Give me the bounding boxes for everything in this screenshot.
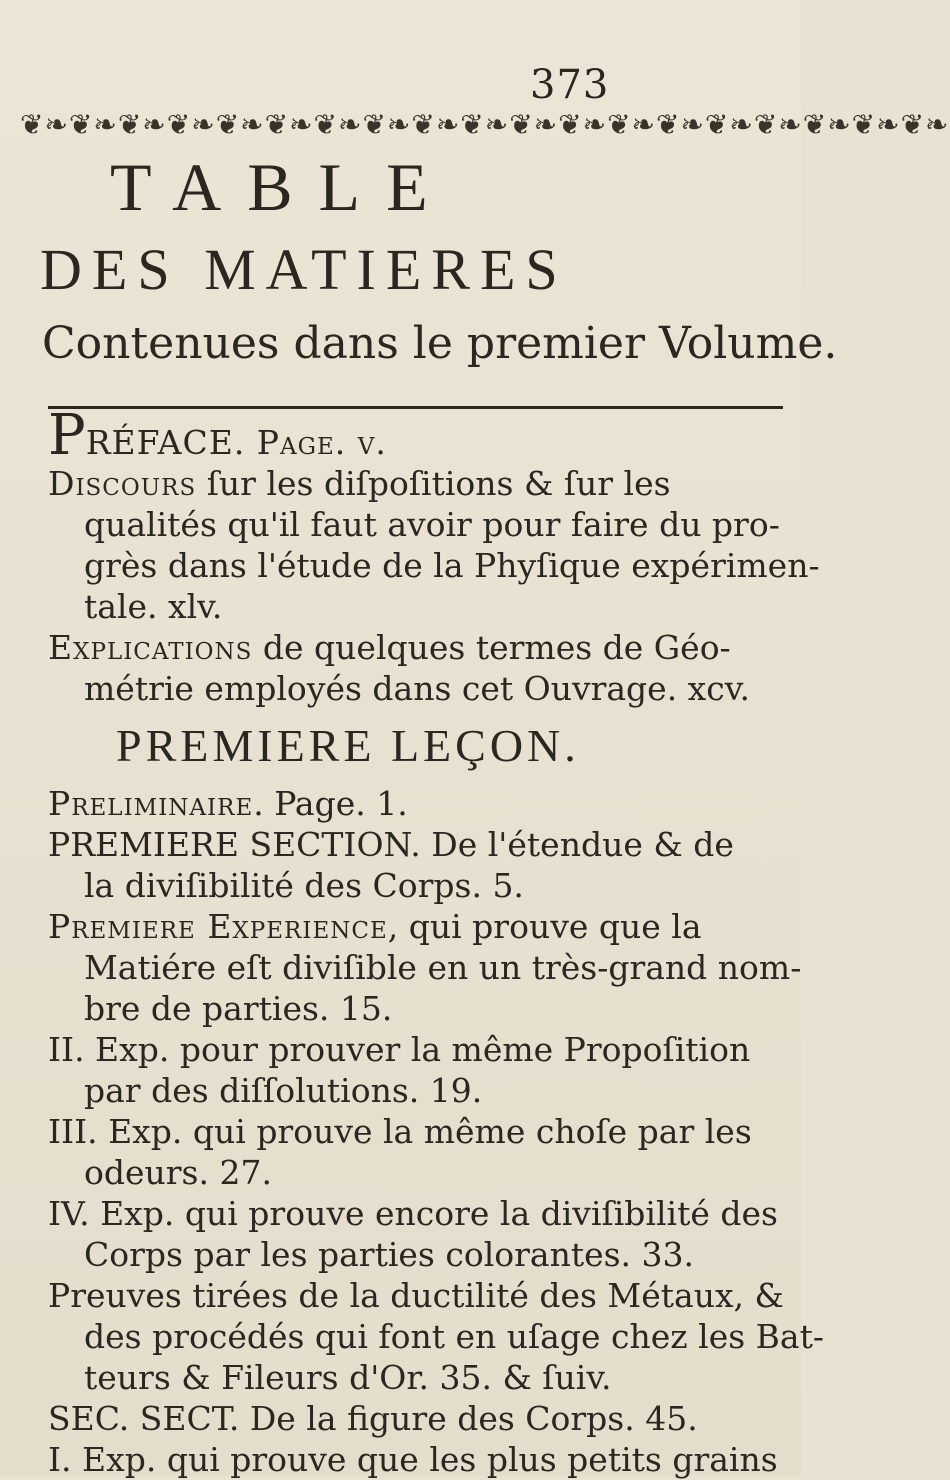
table-title: TABLE [110,149,454,225]
table-subtitle: DES MATIERES [40,237,568,302]
preface-text: RÉFACE. Page. v. [85,423,387,462]
ii-experience-line-2: par des diſſolutions. 19. [84,1071,483,1110]
volume-caption: Contenues dans le premier Volume. [42,318,838,369]
table-entries [48,403,824,1480]
entry-preliminaire [48,783,778,824]
premiere-experience-line-2: Matiére eſt diviſible en un très-grand nom- [84,948,802,987]
premiere-section-line-2: la diviſibilité des Corps. 5. [84,866,524,905]
seconde-section-line: SEC. SECT. De la figure des Corps. 45. [48,1399,698,1438]
discours-line-1: ſur les diſpoſitions & ſur les [196,464,671,503]
premiere-section-line-1: PREMIERE SECTION. De l'étendue & de [48,825,734,864]
premiere-experience-line-3: bre de parties. 15. [84,989,393,1028]
preuves-line-1: Preuves tirées de la ductilité des Métaux, & [48,1276,784,1315]
discours-line-3: grès dans l'étude de la Phyſique expérimen- [84,546,820,585]
horizontal-rule [48,406,783,409]
preuves-line-3: teurs & Fileurs d'Or. 35. & ſuiv. [84,1358,612,1397]
iii-experience-line-1: III. Exp. qui prouve la même choſe par les [48,1112,752,1151]
explications-line-1: de quelques termes de Géo- [252,628,731,667]
explications-line-2: métrie employés dans cet Ouvrage. xcv. [84,669,750,708]
iii-experience-line-2: odeurs. 27. [84,1153,272,1192]
lecon-heading: PREMIERE LEÇON. [116,720,580,771]
explications-head: Explications [48,628,253,667]
page-number: 373 [530,62,610,108]
entry-premiere-experience [48,906,778,947]
premiere-experience-head: Premiere Experience [48,907,388,946]
premiere-experience-line-1: , qui prouve que la [387,907,702,946]
discours-head: Discours [48,464,197,503]
decorative-ornament-band: ❦❧❦❧❦❧❦❧❦❧❦❧❦❧❦❧❦❧❦❧❦❧❦❧❦❧❦❧❦❧❦❧❦❧❦❧❦❧ [20,108,950,141]
iv-experience-line-1: IV. Exp. qui prouve encore la diviſibilité des [48,1194,778,1233]
iv-experience-line-2: Corps par les parties colorantes. 33. [84,1235,695,1274]
i-experience-line: I. Exp. qui prouve que les plus petits grains [48,1440,778,1479]
entry-explications [48,627,778,668]
entry-preface [48,403,778,468]
preliminaire-head: Preliminaire [48,784,254,823]
ii-experience-line-1: II. Exp. pour prouver la même Propoſition [48,1030,751,1069]
discours-line-4: tale. xlv. [84,587,223,626]
entry-discours [48,463,778,504]
discours-line-2: qualités qu'il faut avoir pour faire du pro- [84,505,780,544]
preface-drop-cap: P [48,403,86,468]
preliminaire-text: . Page. 1. [253,784,408,823]
preuves-line-2: des procédés qui font en uſage chez les Bat- [84,1317,824,1356]
